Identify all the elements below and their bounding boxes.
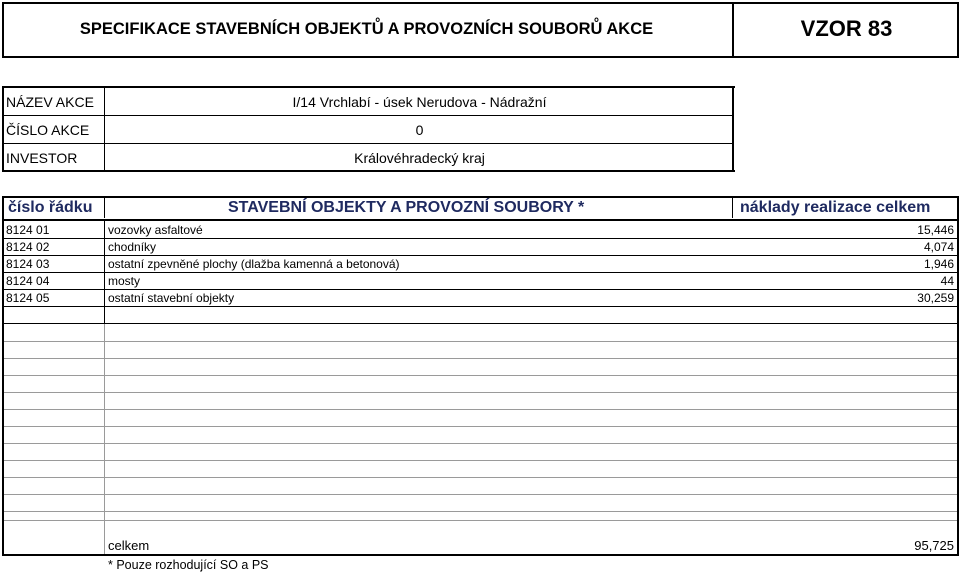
empty-row-divider — [4, 443, 957, 444]
row-divider — [4, 323, 957, 324]
empty-row-divider — [4, 477, 957, 478]
col-header-objects: STAVEBNÍ OBJEKTY A PROVOZNÍ SOUBORY * — [228, 199, 585, 216]
empty-row-divider — [4, 358, 957, 359]
total-label: celkem — [108, 538, 150, 553]
info-border-mid — [104, 88, 105, 172]
row-code: 8124 04 — [6, 273, 50, 288]
col-divider — [732, 198, 733, 218]
nazev-akce-value: I/14 Vrchlabí - úsek Nerudova - Nádražní — [292, 94, 547, 110]
row-code: 8124 05 — [6, 290, 50, 305]
empty-row-divider — [4, 341, 957, 342]
table-border-left — [2, 196, 4, 556]
investor-label: INVESTOR — [6, 150, 78, 166]
row-name: ostatní zpevněné plochy (dlažba kamenná a betonová) — [108, 256, 400, 271]
row-code: 8124 03 — [6, 256, 50, 271]
row-name: vozovky asfaltové — [108, 222, 203, 237]
empty-row-divider — [4, 460, 957, 461]
row-code: 8124 02 — [6, 239, 50, 254]
investor-value: Královéhradecký kraj — [354, 150, 485, 166]
empty-row-divider — [4, 494, 957, 495]
row-name: mosty — [108, 273, 141, 288]
col-divider — [104, 198, 105, 218]
row-name: ostatní stavební objekty — [108, 290, 235, 305]
empty-row-divider — [4, 392, 957, 393]
row-value: 30,259 — [917, 290, 954, 305]
row-code: 8124 01 — [6, 222, 50, 237]
row-name: chodníky — [108, 239, 157, 254]
empty-row-divider — [4, 426, 957, 427]
col-header-costs: náklady realizace celkem — [740, 199, 931, 216]
empty-row-divider — [4, 511, 957, 512]
row-divider — [4, 306, 957, 307]
total-value: 95,725 — [914, 538, 954, 553]
nazev-akce-label: NÁZEV AKCE — [6, 94, 94, 110]
empty-row-divider — [4, 520, 957, 521]
cislo-akce-value: 0 — [415, 122, 424, 138]
row-value: 4,074 — [923, 239, 954, 254]
info-border-left — [2, 86, 4, 172]
cislo-akce-label: ČÍSLO AKCE — [6, 122, 90, 138]
table-border-right — [957, 196, 959, 556]
row-divider — [4, 272, 957, 273]
row-value: 15,446 — [917, 222, 954, 237]
col-header-row-number: číslo řádku — [8, 199, 93, 216]
footnote: * Pouze rozhodující SO a PS — [108, 558, 269, 572]
empty-row-divider — [4, 375, 957, 376]
empty-row-divider — [4, 409, 957, 410]
row-value: 1,946 — [923, 256, 954, 271]
form-number: VZOR 83 — [800, 16, 893, 41]
document-title: SPECIFIKACE STAVEBNÍCH OBJEKTŮ A PROVOZNÍCH SOUBORŮ AKCE — [79, 19, 654, 38]
row-value: 44 — [940, 273, 954, 288]
